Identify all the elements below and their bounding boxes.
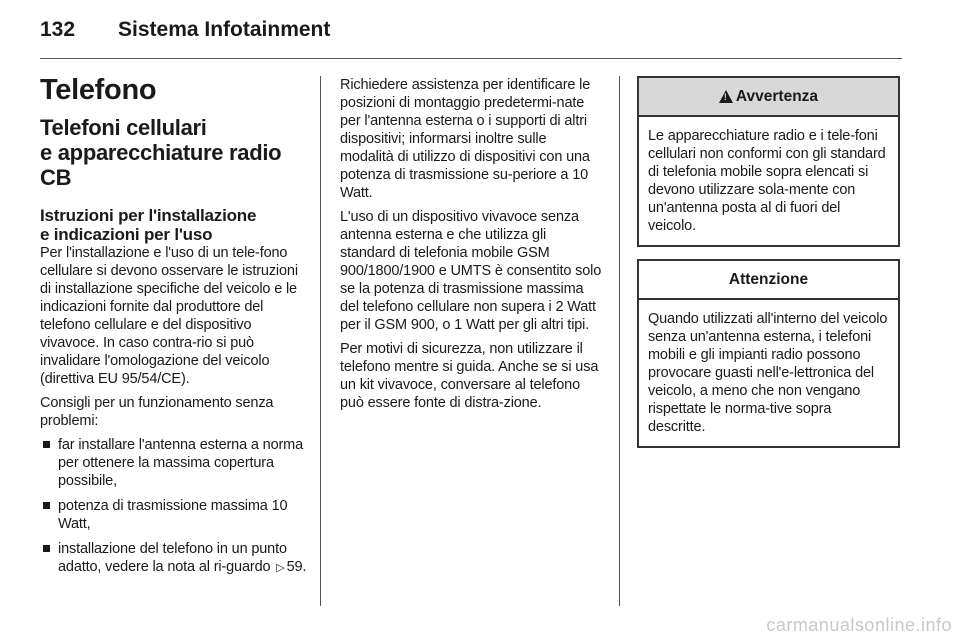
warning-box-title: Avvertenza <box>735 87 819 105</box>
subsection-title-line-2: e indicazioni per l'uso <box>40 225 213 244</box>
safety-paragraph: Per motivi di sicurezza, non utilizzare il telefono mentre si guida. Anche se si usa un kit vivavoce, conversare al telefono può essere fonte di distra-zione. <box>340 341 599 411</box>
column-divider-left <box>320 76 321 606</box>
caution-box <box>637 259 900 448</box>
warning-box-body <box>639 117 898 245</box>
list-item <box>40 497 308 533</box>
page-header <box>40 18 920 58</box>
antenna-assistance-paragraph: Richiedere assistenza per identificare le posizioni di montaggio predetermi-nate per l'antenna esterna o i supporti di altri dispositivi; informarsi inoltre sulle modalità di utilizzo di dispositivi con una potenza di trasmissione su-periore a 10 Watt. <box>340 77 591 201</box>
caution-box-body <box>639 300 898 446</box>
caution-box-text: Quando utilizzati all'interno del veicolo senza un'antenna esterna, i telefoni mobili e gli impianti radio possono provocare guasti nell'e-lettronica del veicolo, a meno che non vengano rispettate le norma-tive sopra descritte. <box>648 311 888 435</box>
subsection-title-line-1: Istruzioni per l'installazione <box>40 206 257 225</box>
page-reference-link[interactable]: 59. <box>286 559 307 575</box>
warning-box-header <box>639 78 898 117</box>
header-divider <box>40 58 902 59</box>
caution-box-header <box>639 261 898 300</box>
warning-box-text: Le apparecchiature radio e i tele-foni cellulari non conformi con gli standard di telefonia mobile sopra elencati si devono utilizzare sola-mente con un'antenna posta al di fuori del veicolo. <box>648 128 886 234</box>
section-title <box>40 115 308 190</box>
section-title-line-2: e apparecchiature radio <box>40 140 282 165</box>
square-bullet-icon <box>43 441 50 448</box>
warning-box <box>637 76 900 247</box>
list-item-text: potenza di trasmissione massima 10 Watt, <box>58 498 288 532</box>
list-item-text: installazione del telefono in un punto adatto, vedere la nota al ri-guardo <box>58 541 287 575</box>
subsection-title <box>40 206 308 244</box>
installation-paragraph: Per l'installazione e l'uso di un tele-fono cellulare si devono osservare le istruzioni di installazione specifiche del veicolo e le indicazioni fornite dal produttore del telefono cellulare e del dispositivo vivavoce. In caso contra-rio si può invalidare l'omologazione del veicolo (direttiva EU 95/54/CE). <box>40 245 298 387</box>
square-bullet-icon <box>43 502 50 509</box>
list-item-text: far installare l'antenna esterna a norma per ottenere la massima copertura possibile, <box>58 437 304 489</box>
page-number: 132 <box>40 18 76 41</box>
chapter-title: Telefono <box>40 74 157 106</box>
section-title-line-1: Telefoni cellulari <box>40 115 207 140</box>
list-item <box>40 436 308 490</box>
page-reference-arrow-icon[interactable]: ▷ <box>276 562 285 574</box>
list-item <box>40 540 308 577</box>
watermark: carmanualsonline.info <box>766 615 952 635</box>
square-bullet-icon <box>43 545 50 552</box>
column-left <box>40 74 308 577</box>
tips-intro-paragraph: Consigli per un funzionamento senza problemi: <box>40 395 274 429</box>
tips-list <box>40 436 308 577</box>
section-title-line-3: CB <box>40 165 72 190</box>
warning-triangle-icon <box>719 90 733 103</box>
column-divider-right <box>619 76 620 606</box>
handsfree-paragraph: L'uso di un dispositivo vivavoce senza antenna esterna e che utilizza gli standard di telefonia mobile GSM 900/1800/1900 e UMTS è consentito solo se la potenza di trasmissione massima del telefono cellulare non supera i 2 Watt per il GSM 900, o 1 Watt per gli altri tipi. <box>340 209 602 333</box>
running-section-title: Sistema Infotainment <box>118 18 331 41</box>
column-right <box>637 76 900 448</box>
column-middle <box>340 76 602 412</box>
caution-box-title: Attenzione <box>728 270 809 288</box>
